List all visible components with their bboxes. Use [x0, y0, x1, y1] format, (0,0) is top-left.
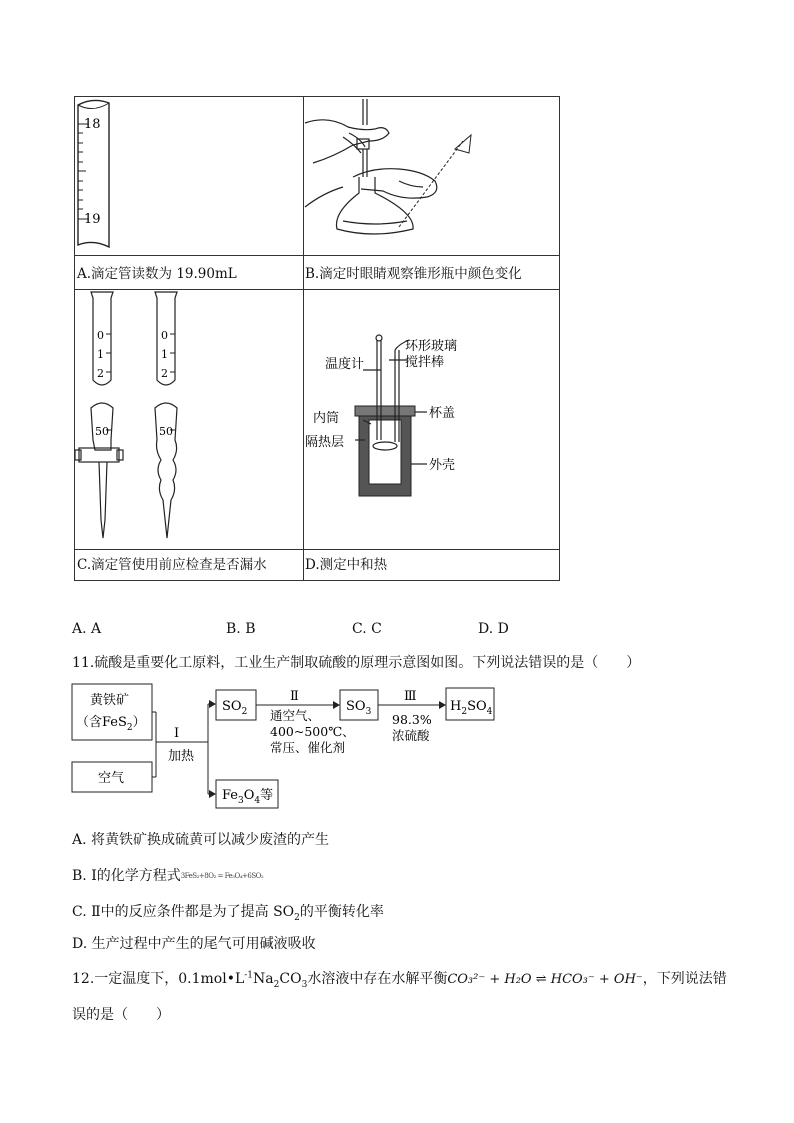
tube-tick-label: 2 — [97, 367, 104, 380]
tube-tick-label: 0 — [161, 329, 168, 342]
q12-text: 12.一定温度下，0.1mol•L — [72, 971, 245, 987]
q11-option-c-text-end: 的平衡转化率 — [299, 904, 384, 920]
flow-pyrite-formula: （含FeS$_2$） — [76, 715, 146, 733]
calorimeter-label-shell: 外壳 — [429, 458, 456, 473]
flow-condition-3: 常压、催化剂 — [270, 740, 346, 755]
tube-tick-label: 1 — [161, 348, 168, 361]
q12-text: ，下列说法错 — [642, 971, 727, 987]
flow-condition-1: 通空气、 — [270, 708, 321, 723]
burette-leak-check-figure — [75, 290, 302, 550]
flow-heat-label: 加热 — [168, 749, 195, 764]
option-a-caption: A.滴定管读数为 19.90mL — [77, 266, 237, 282]
burette-tick-label: 18 — [84, 117, 101, 132]
calorimeter-label-lid: 杯盖 — [429, 406, 456, 421]
option-c-caption: C.滴定管使用前应检查是否漏水 — [77, 557, 267, 573]
burette-reading-figure — [75, 97, 302, 254]
q12-stem-line-2: 误的是（ ） — [72, 1007, 170, 1023]
flow-h2so4: $H_2SO_4$ — [450, 699, 493, 717]
q11-option-b-equation: 3FeS₂+8O₂ = Fe₃O₄+6SO₂ — [180, 872, 264, 880]
flow-so3: $SO_3$ — [346, 699, 372, 717]
q10-option-c: C. C — [352, 621, 382, 637]
q10-option-b: B. B — [226, 621, 256, 637]
q11-stem: 11.硫酸是重要化工原料，工业生产制取硫酸的原理示意图如图。下列说法错误的是（ ） — [72, 655, 641, 671]
q11-option-b — [72, 865, 263, 885]
flow-fe3o4: $Fe_3O_4$等 — [222, 788, 274, 806]
tube-tick-label: 2 — [161, 367, 168, 380]
tube-tick-label: 0 — [97, 329, 104, 342]
option-b-caption: B.滴定时眼睛观察锥形瓶中颜色变化 — [305, 266, 522, 282]
flow-step-3: Ⅲ — [404, 689, 417, 704]
flow-acid-concentration: 98.3% — [392, 712, 432, 727]
burette-tick-label: 19 — [84, 212, 101, 227]
q12-hydrolysis-equation: CO₃²⁻ + H₂O ⇌ HCO₃⁻ + OH⁻ — [447, 972, 643, 987]
calorimeter-label-stirrer: 搅拌棒 — [405, 355, 445, 370]
flow-pyrite-label: 黄铁矿 — [90, 693, 130, 708]
q11-option-c — [72, 901, 384, 923]
flow-so2: $SO_2$ — [222, 699, 248, 717]
calorimeter-label-stirrer: 环形玻璃 — [405, 339, 458, 354]
q10-option-a: A. A — [72, 621, 102, 637]
calorimeter-label-insulation: 隔热层 — [305, 435, 345, 450]
flow-step-2: Ⅱ — [290, 689, 299, 704]
q12-text: Na — [253, 971, 274, 987]
q12-text: CO — [279, 971, 302, 987]
tube-tick-label: 1 — [97, 348, 104, 361]
q12-sub: 3 — [301, 979, 308, 990]
flow-acid-name: 浓硫酸 — [392, 728, 430, 743]
calorimeter-label-inner: 内筒 — [313, 411, 340, 426]
flow-step-1: I — [174, 726, 180, 741]
flow-condition-2: 400~500℃、 — [270, 724, 355, 739]
q11-option-c-text: C. Ⅱ中的反应条件都是为了提高 SO — [72, 904, 295, 920]
q12-sup: -1 — [244, 970, 254, 981]
flow-air-label: 空气 — [98, 771, 125, 786]
q12-stem-line-1 — [72, 968, 727, 990]
calorimeter-figure — [303, 290, 559, 550]
q11-option-c-sub: 2 — [294, 912, 300, 923]
option-d-caption: D.测定中和热 — [305, 557, 388, 573]
table-row-divider — [75, 255, 559, 256]
q10-option-d: D. D — [478, 621, 509, 637]
calorimeter-label-thermometer: 温度计 — [325, 357, 365, 372]
tube-tick-label: 50 — [95, 425, 109, 438]
sulfuric-acid-flow-diagram — [70, 680, 510, 812]
q11-option-d: D. 生产过程中产生的尾气可用碱液吸收 — [72, 936, 316, 952]
q11-option-a: A. 将黄铁矿换成硫黄可以减少废渣的产生 — [72, 832, 330, 848]
q11-option-b-text: B. I的化学方程式 — [72, 868, 181, 884]
q12-text: 水溶液中存在水解平衡 — [307, 971, 448, 987]
q12-sub: 2 — [273, 979, 280, 990]
titration-observation-figure — [303, 97, 559, 254]
tube-tick-label: 50 — [159, 425, 173, 438]
